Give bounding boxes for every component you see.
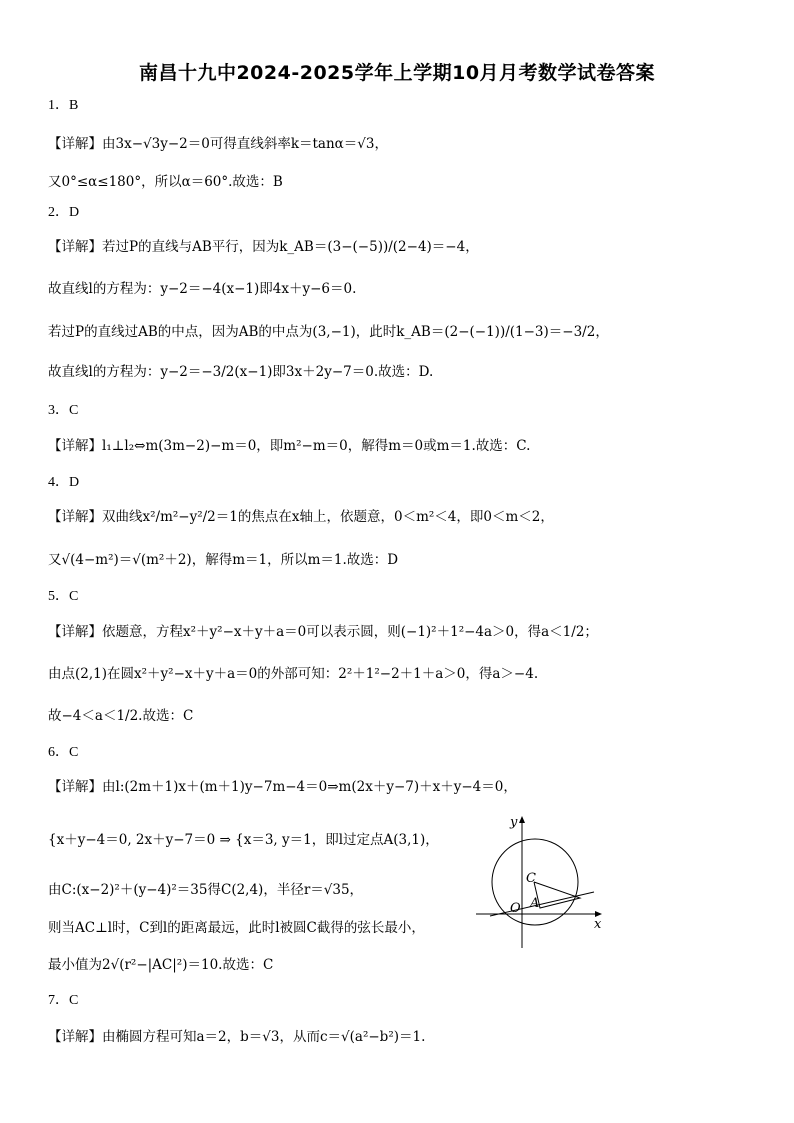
answer-line: 最小值为2√(r²−|AC|²)＝10.故选：C — [48, 957, 274, 973]
answer-line: 由点(2,1)在圆x²＋y²−x＋y＋a＝0的外部可知：2²＋1²−2＋1＋a＞0，得a＞−4. — [48, 666, 539, 682]
answer-line: 【详解】双曲线x²/m²−y²/2＝1的焦点在x轴上，依题意，0＜m²＜4，即0＜m＜2， — [48, 509, 554, 525]
answer-line: 1．B — [48, 98, 79, 113]
answer-line: 故−4＜a＜1/2.故选：C — [48, 708, 194, 724]
answer-line: 3．C — [48, 403, 79, 418]
x-label: x — [594, 917, 602, 932]
answer-line: 4．D — [48, 475, 80, 490]
answer-line: 【详解】若过P的直线与AB平行，因为k_AB＝(3−(−5))/(2−4)＝−4， — [48, 239, 479, 255]
y-label: y — [510, 815, 518, 830]
answer-line: 【详解】由3x−√3y−2＝0可得直线斜率k＝tanα＝√3， — [48, 136, 388, 152]
y-axis-arrow — [519, 816, 525, 823]
origin-label: O — [510, 901, 521, 916]
answer-line: 则当AC⊥l时，C到l的距离最远，此时l被圆C截得的弦长最小， — [48, 920, 425, 936]
answer-line: 若过P的直线过AB的中点，因为AB的中点为(3,−1)，此时k_AB＝(2−(−1))/(1−3)＝−3/2， — [48, 324, 609, 340]
circle-line-figure — [470, 812, 610, 952]
line-l — [490, 892, 594, 916]
answer-line: 又0°≤α≤180°，所以α＝60°.故选：B — [48, 174, 283, 190]
answer-line: 故直线l的方程为：y−2＝−3/2(x−1)即3x＋2y−7＝0.故选：D. — [48, 364, 434, 380]
answer-line: 6．C — [48, 745, 79, 760]
answer-line: 【详解】l₁⊥l₂⇔m(3m−2)−m＝0，即m²−m＝0，解得m＝0或m＝1.故选：C. — [48, 438, 531, 454]
answer-line: {x＋y−4＝0, 2x＋y−7＝0 ⇒ {x＝3, y＝1，即l过定点A(3,1)， — [48, 832, 439, 848]
point-a-label: A — [530, 896, 540, 911]
answer-line: 【详解】依题意，方程x²＋y²−x＋y＋a＝0可以表示圆，则(−1)²＋1²−4a＞0，得a＜1/2； — [48, 624, 598, 640]
page-title: 南昌十九中2024-2025学年上学期10月月考数学试卷答案 — [138, 62, 656, 84]
answer-line: 7．C — [48, 993, 79, 1008]
answer-line: 故直线l的方程为：y−2＝−4(x−1)即4x＋y−6＝0. — [48, 281, 357, 297]
answer-line: 由C:(x−2)²＋(y−4)²＝35得C(2,4)，半径r＝√35， — [48, 882, 364, 898]
answer-line: 【详解】由l:(2m＋1)x＋(m＋1)y−7m−4＝0⇒m(2x＋y−7)＋x＋y−4＝0， — [48, 779, 517, 795]
answer-line: 【详解】由椭圆方程可知a＝2，b＝√3，从而c＝√(a²−b²)＝1. — [48, 1029, 426, 1045]
answer-line: 5．C — [48, 589, 79, 604]
answer-line: 2．D — [48, 205, 80, 220]
center-label: C — [526, 871, 536, 886]
answer-line: 又√(4−m²)＝√(m²＋2)，解得m＝1，所以m＝1.故选：D — [48, 552, 399, 568]
